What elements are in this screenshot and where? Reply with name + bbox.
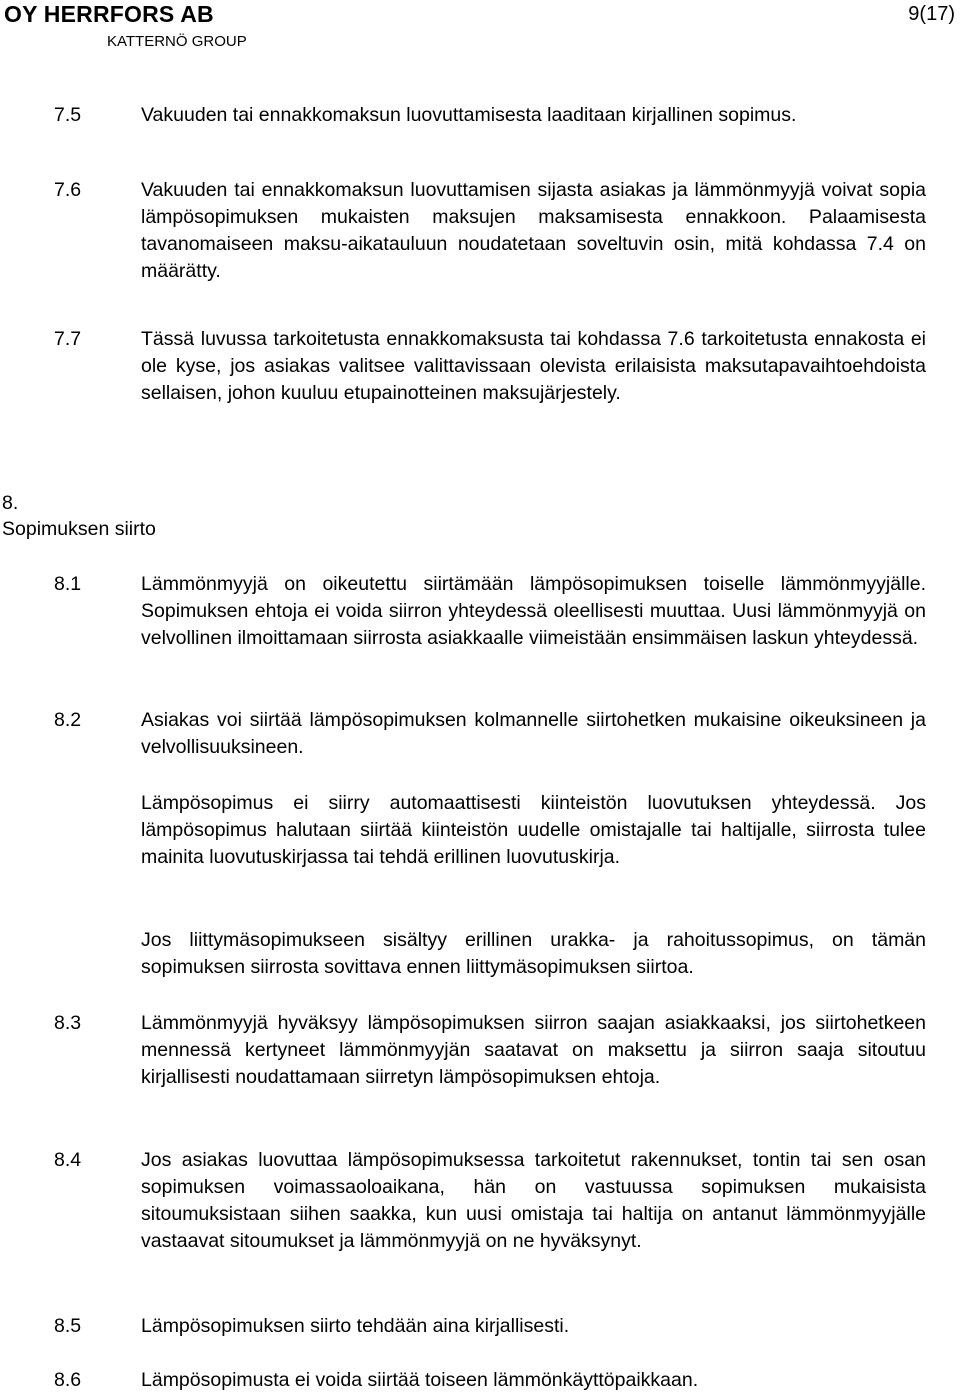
clause-text: Vakuuden tai ennakkomaksun luovuttamisen sijasta asiakas ja lämmönmyyjä voivat sopia lämpösopimuksen mukaisten maksujen maksamisesta ennakkoon. Palaamisesta tavanomaiseen maksu-aikatauluun noudatetaan soveltuvin osin, mitä kohdassa 7.4 on määrätty. bbox=[141, 179, 926, 282]
company-group: KATTERNÖ GROUP bbox=[107, 33, 247, 50]
clause-text: Lämpösopimusta ei voida siirtää toiseen lämmönkäyttöpaikkaan. bbox=[141, 1369, 699, 1391]
clause-text: Jos asiakas luovuttaa lämpösopimuksessa tarkoitetut rakennukset, tontin tai sen osan sopimuksen voimassaoloaikana, hän on vastuussa sopimuksen mukaisista sitoumuksistaan siihen saakka, kun uusi omistaja tai haltija on antanut lämmönmyyjälle vastaavat sitoumukset ja lämmönmyyjä on ne hyväksynyt. bbox=[141, 1149, 926, 1252]
clause-number: 7.6 bbox=[54, 179, 82, 201]
clause-text: Lämmönmyyjä on oikeutettu siirtämään lämpösopimuksen toiselle lämmönmyyjälle. Sopimuksen ehtoja ei voida siirron yhteydessä oleellisesti muuttaa. Uusi lämmönmyyjä on velvollinen ilmoittamaan siirrosta asiakkaalle viimeistään ensimmäisen laskun yhteydessä. bbox=[141, 573, 926, 649]
section-number: 8. bbox=[2, 492, 19, 514]
clause-number: 8.6 bbox=[54, 1369, 82, 1391]
section-title: Sopimuksen siirto bbox=[2, 518, 156, 540]
clause-number: 8.4 bbox=[54, 1149, 82, 1171]
clause-text: Jos liittymäsopimukseen sisältyy erillinen urakka- ja rahoitussopimus, on tämän sopimuksen siirrosta sovittava ennen liittymäsopimuksen siirtoa. bbox=[141, 929, 926, 978]
clause-number: 8.2 bbox=[54, 709, 82, 731]
clause-text: Lämpösopimus ei siirry automaattisesti kiinteistön luovutuksen yhteydessä. Jos lämpösopimus halutaan siirtää kiinteistön uudelle omistajalle tai haltijalle, siirrosta tulee mainita luovutuskirjassa tai tehdä erillinen luovutuskirja. bbox=[141, 792, 926, 868]
clause-number: 8.3 bbox=[54, 1012, 82, 1034]
clause-number: 7.5 bbox=[54, 104, 82, 126]
company-name: OY HERRFORS AB bbox=[4, 1, 214, 27]
clause-number: 8.5 bbox=[54, 1315, 82, 1337]
page-number: 9(17) bbox=[908, 3, 955, 25]
clause-text: Vakuuden tai ennakkomaksun luovuttamisesta laaditaan kirjallinen sopimus. bbox=[141, 104, 797, 126]
clause-number: 7.7 bbox=[54, 328, 82, 350]
clause-text: Lämpösopimuksen siirto tehdään aina kirjallisesti. bbox=[141, 1315, 570, 1337]
clause-text: Asiakas voi siirtää lämpösopimuksen kolmannelle siirtohetken mukaisine oikeuksineen ja velvollisuuksineen. bbox=[141, 709, 926, 758]
clause-text: Tässä luvussa tarkoitetusta ennakkomaksusta tai kohdassa 7.6 tarkoitetusta ennakosta ei ole kyse, jos asiakas valitsee valittavissaan olevista erilaisista maksutapavaihtoehdoista sellaisen, johon kuuluu etupainotteinen maksujärjestely. bbox=[141, 328, 926, 404]
clause-text: Lämmönmyyjä hyväksyy lämpösopimuksen siirron saajan asiakkaaksi, jos siirtohetkeen mennessä kertyneet lämmönmyyjän saatavat on maksettu ja siirron saaja sitoutuu kirjallisesti noudattamaan siirretyn lämpösopimuksen ehtoja. bbox=[141, 1012, 926, 1088]
clause-number: 8.1 bbox=[54, 573, 82, 595]
